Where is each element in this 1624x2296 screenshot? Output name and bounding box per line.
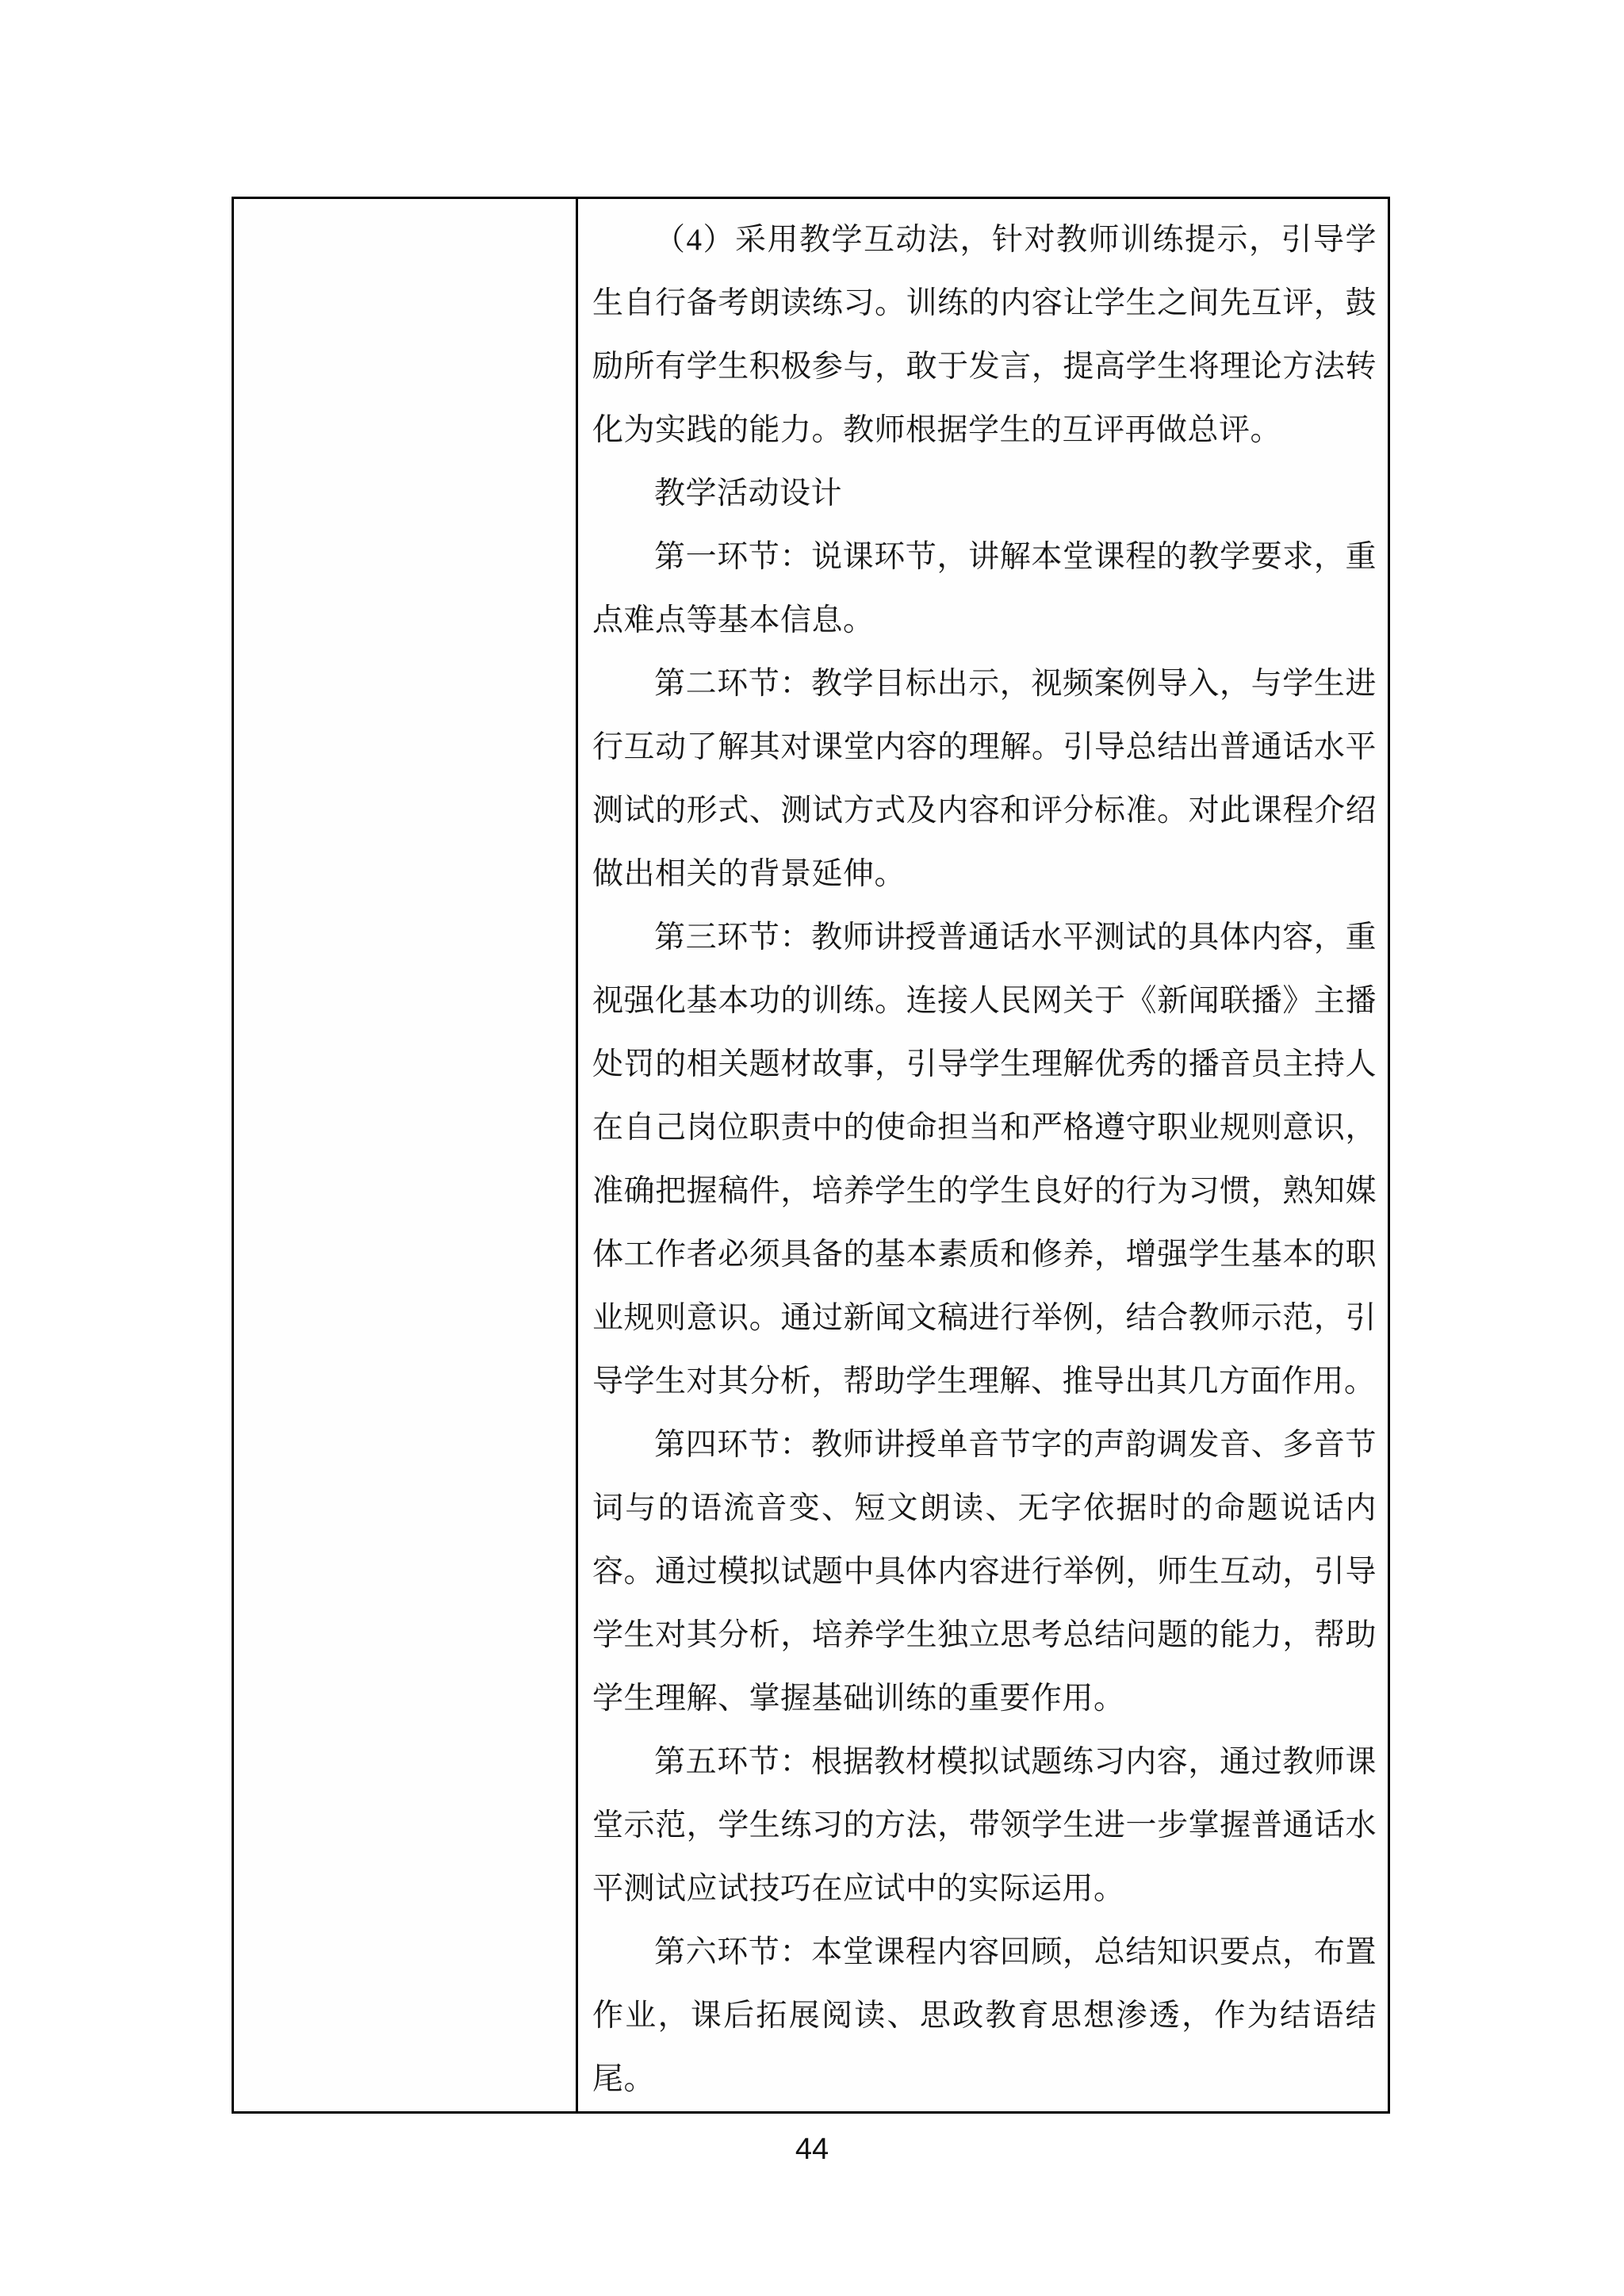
paragraph-step-3: 第三环节：教师讲授普通话水平测试的具体内容，重视强化基本功的训练。连接人民网关于《新闻联播》主播处罚的相关题材故事，引导学生理解优秀的播音员主持人在自己岗位职责中的使命担当和严格遵守职业规则意识，准确把握稿件，培养学生的学生良好的行为习惯，熟知媒体工作者必须具备的基本素质和修养，增强学生基本的职业规则意识。通过新闻文稿进行举例，结合教师示范，引导学生对其分析，帮助学生理解、推导出其几方面作用。 — [592, 920, 1377, 1399]
paragraph-activity-design-heading: 教学活动设计 — [654, 476, 843, 511]
paragraph-teaching-method-4: （4）采用教学互动法，针对教师训练提示，引导学生自行备考朗读练习。训练的内容让学生之间先互评，鼓励所有学生积极参与，敢于发言，提高学生将理论方法转化为实践的能力。教师根据学生的互评再做总评。 — [592, 223, 1377, 447]
paragraph-step-5: 第五环节：根据教材模拟试题练习内容，通过教师课堂示范，学生练习的方法，带领学生进一步掌握普通话水平测试应试技巧在应试中的实际运用。 — [592, 1745, 1377, 1906]
lesson-plan-table — [232, 197, 1390, 2114]
paragraph-step-6: 第六环节：本堂课程内容回顾，总结知识要点，布置作业，课后拓展阅读、思政教育思想渗透，作为结语结尾。 — [592, 1935, 1377, 2096]
paragraph-step-1: 第一环节：说课环节，讲解本堂课程的教学要求，重点难点等基本信息。 — [592, 540, 1377, 637]
table-cell-content — [577, 198, 1389, 2113]
table-row — [233, 198, 1389, 2113]
page-number: 44 — [795, 2133, 829, 2166]
paragraph-step-2: 第二环节：教学目标出示，视频案例导入，与学生进行互动了解其对课堂内容的理解。引导总结出普通话水平测试的形式、测试方式及内容和评分标准。对此课程介绍做出相关的背景延伸。 — [592, 667, 1377, 891]
table-cell-left-empty — [233, 198, 577, 2113]
paragraph-step-4: 第四环节：教师讲授单音节字的声韵调发音、多音节词与的语流音变、短文朗读、无字依据时的命题说话内容。通过模拟试题中具体内容进行举例，师生互动，引导学生对其分析，培养学生独立思考总结问题的能力，帮助学生理解、掌握基础训练的重要作用。 — [592, 1428, 1377, 1716]
